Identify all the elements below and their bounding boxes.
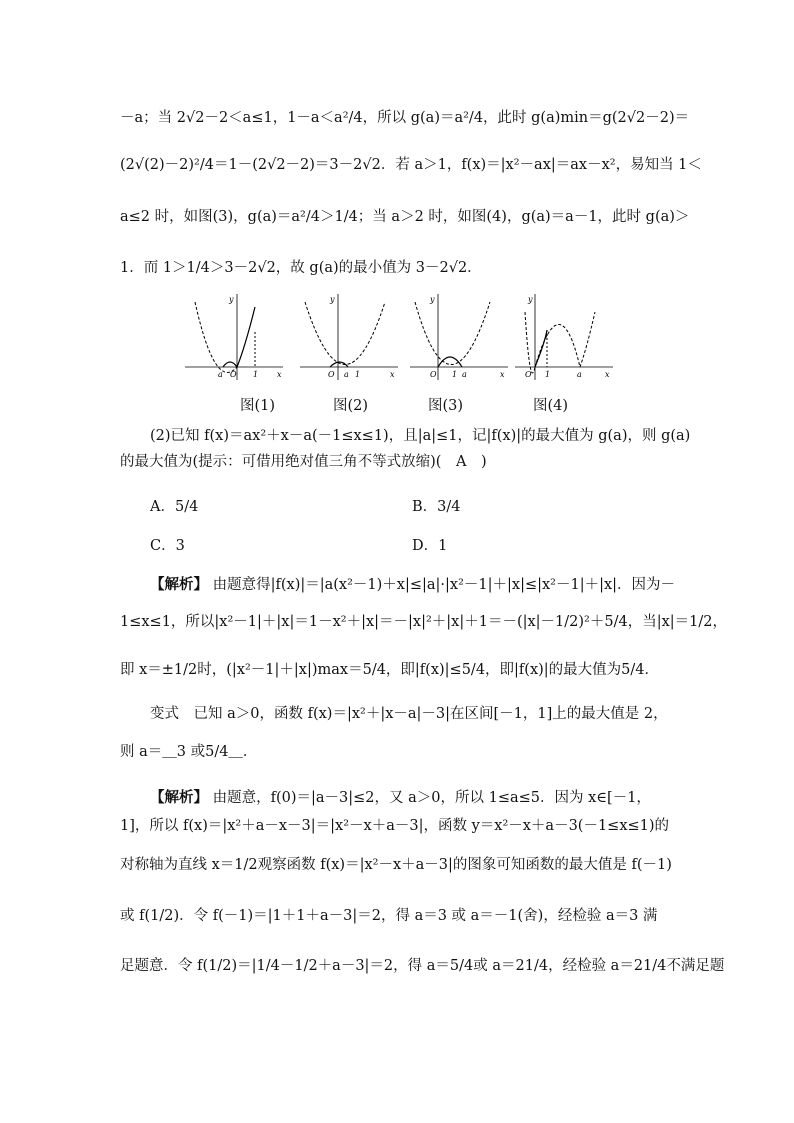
question-line: 的最大值为(提示：可借用绝对值三角不等式放缩)( A ) — [120, 454, 487, 470]
variant-line: 则 a＝＿3 或5/4＿． — [120, 744, 258, 760]
figure-caption: 图(2) — [333, 398, 369, 414]
analysis-line: 或 f(1/2)．令 f(－1)＝|1＋1＋a－3|＝2，得 a＝3 或 a＝－1(舍)，经检验 a＝3 满 — [120, 908, 658, 924]
analysis-text: 由题意得|f(x)|＝|a(x²－1)＋x|≤|a|·|x²－1|＋|x|≤|x²－1|＋|x|．因为－ — [212, 577, 676, 593]
label: y — [430, 295, 435, 304]
figure-4 — [515, 292, 615, 382]
figure-1 — [185, 292, 285, 382]
label: a — [344, 370, 349, 379]
option-d: D．1 — [412, 538, 448, 554]
variant-line: 变式 已知 a＞0，函数 f(x)＝|x²＋|x－a|－3|在区间[－1，1]上的最大值是 2， — [150, 706, 668, 722]
label: x — [500, 370, 505, 379]
figure-caption: 图(1) — [240, 398, 276, 414]
figure-caption: 图(4) — [533, 398, 569, 414]
figure-caption: 图(3) — [428, 398, 464, 414]
graph-2 — [300, 292, 400, 382]
graph-3 — [410, 292, 510, 382]
option-a: A．5/4 — [150, 499, 199, 515]
analysis-line — [150, 788, 710, 808]
analysis-line — [150, 575, 710, 595]
label: y — [229, 295, 234, 304]
analysis-line: 1≤x≤1，所以|x²－1|＋|x|＝1－x²＋|x|＝－|x|²＋|x|＋1＝－(|x|－1/2)²＋5/4，当|x|＝1/2， — [120, 614, 727, 630]
graph-4 — [515, 292, 615, 382]
analysis-line: 1]，所以 f(x)＝|x²＋a－x－3|＝|x²－x＋a－3|，函数 y＝x²－x＋a－3(－1≤x≤1)的 — [120, 818, 670, 834]
text-line: 1．而 1＞1/4＞3－2√2，故 g(a)的最小值为 3－2√2． — [120, 260, 482, 276]
text-line: －a；当 2√2－2＜a≤1，1－a＜a²/4，所以 g(a)＝a²/4，此时 g(a)min＝g(2√2－2)＝ — [120, 110, 690, 126]
figure-3 — [410, 292, 510, 382]
analysis-tag: 【解析】 — [150, 576, 208, 593]
label: a — [462, 370, 467, 379]
text-line: (2√(2)－2)²/4＝1－(2√2－2)＝3－2√2．若 a＞1，f(x)＝|x²－ax|＝ax－x²，易知当 1＜ — [120, 157, 702, 173]
text-line: a≤2 时，如图(3)，g(a)＝a²/4＞1/4；当 a＞2 时，如图(4)，g(a)＝a－1，此时 g(a)＞ — [120, 209, 690, 225]
analysis-text: 由题意，f(0)＝|a－3|≤2，又 a＞0，所以 1≤a≤5．因为 x∈[－1， — [212, 790, 651, 806]
label: y — [330, 295, 335, 304]
label: x — [277, 370, 282, 379]
function-figures — [185, 292, 615, 412]
label: y — [528, 295, 533, 304]
label: 1 — [452, 370, 458, 379]
label: O — [525, 370, 532, 379]
figure-2 — [300, 292, 400, 382]
label: a — [577, 370, 582, 379]
option-c: C．3 — [150, 538, 185, 554]
label: 1 — [355, 370, 361, 379]
analysis-tag: 【解析】 — [150, 789, 208, 806]
label: x — [605, 370, 610, 379]
analysis-line: 对称轴为直线 x＝1/2观察函数 f(x)＝|x²－x＋a－3|的图象可知函数的最大值是 f(－1) — [120, 857, 672, 873]
analysis-line: 即 x＝±1/2时，(|x²－1|＋|x|)max＝5/4，即|f(x)|≤5/4，即|f(x)|的最大值为5/4． — [120, 662, 660, 678]
label: x — [390, 370, 395, 379]
question-line: (2)已知 f(x)＝ax²＋x－a(－1≤x≤1)，且|a|≤1，记|f(x)|的最大值为 g(a)，则 g(a) — [150, 428, 691, 444]
label: a — [218, 370, 223, 379]
graph-1 — [185, 292, 285, 382]
label: 1 — [545, 370, 551, 379]
analysis-line: 足题意．令 f(1/2)＝|1/4－1/2＋a－3|＝2，得 a＝5/4或 a＝21/4，经检验 a＝21/4不满足题 — [120, 958, 725, 974]
label: O — [328, 370, 335, 379]
label: O — [430, 370, 437, 379]
label: 1 — [253, 370, 259, 379]
label: O — [230, 370, 237, 379]
option-b: B．3/4 — [412, 499, 461, 515]
